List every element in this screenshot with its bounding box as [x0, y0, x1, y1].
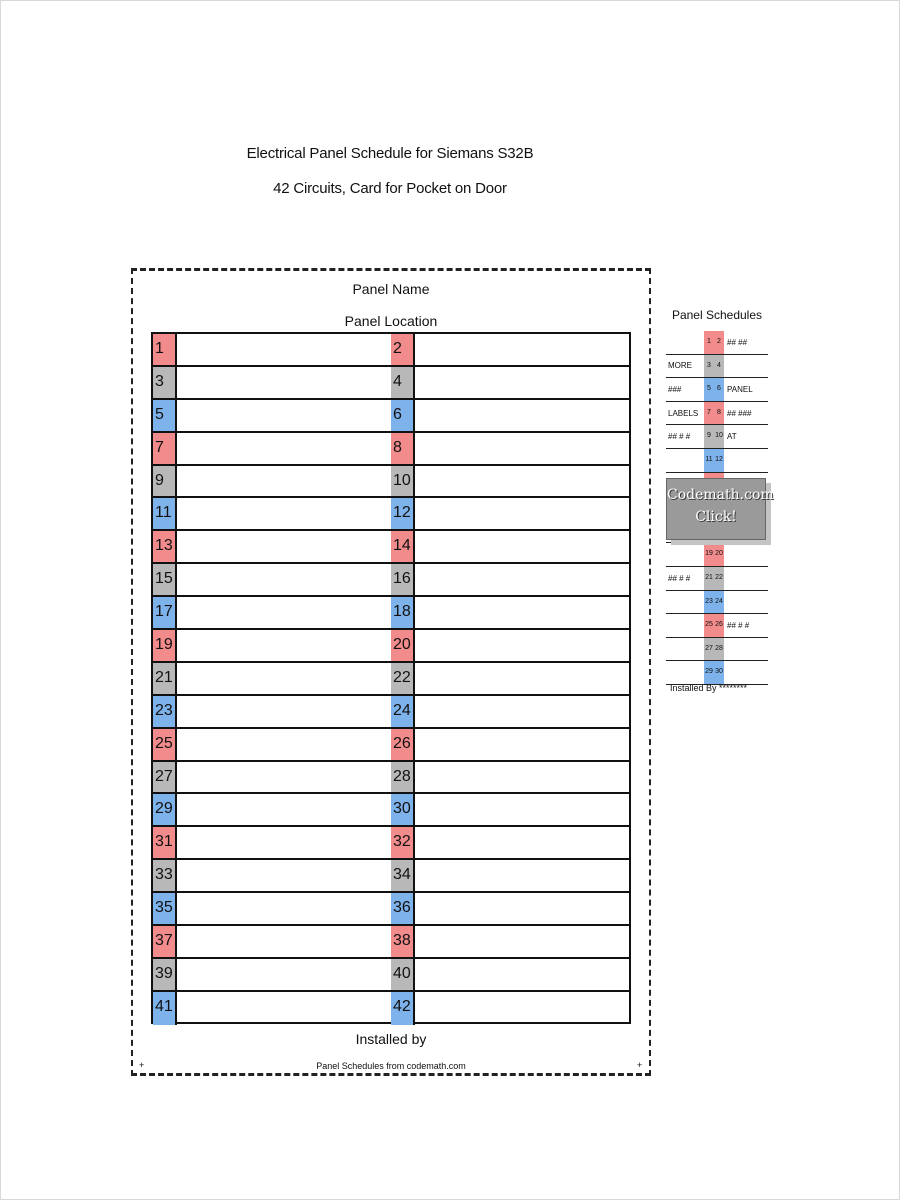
- circuit-number: 23: [153, 696, 175, 727]
- circuit-number: 42: [391, 992, 413, 1025]
- circuit-number: 7: [153, 433, 175, 464]
- sidebar-row: [666, 638, 768, 662]
- circuit-label-field[interactable]: [175, 400, 391, 431]
- circuit-number: 31: [153, 827, 175, 858]
- panel-name-label: Panel Name: [352, 281, 430, 297]
- circuit-row: [153, 663, 629, 696]
- circuit-label-field[interactable]: [413, 893, 629, 924]
- sidebar-left-label: ## # #: [668, 573, 691, 583]
- panel-schedule-card: [131, 268, 651, 1078]
- sidebar-number: 24: [714, 591, 724, 614]
- circuit-left-cell: [153, 729, 391, 760]
- sidebar-number: 23: [704, 591, 714, 614]
- circuit-number: 21: [153, 663, 175, 694]
- circuit-number: 18: [391, 597, 413, 628]
- circuit-row: [153, 959, 629, 992]
- sidebar-left-label: ###: [668, 384, 682, 394]
- circuit-label-field[interactable]: [175, 893, 391, 924]
- sidebar-row: [666, 614, 768, 638]
- circuit-label-field[interactable]: [413, 762, 629, 793]
- sidebar-number: 6: [714, 378, 724, 401]
- circuit-number: 29: [153, 794, 175, 825]
- circuit-label-field[interactable]: [175, 663, 391, 694]
- circuit-label-field[interactable]: [413, 696, 629, 727]
- circuit-left-cell: [153, 762, 391, 793]
- circuit-number: 17: [153, 597, 175, 628]
- circuit-label-field[interactable]: [413, 860, 629, 891]
- circuit-label-field[interactable]: [413, 531, 629, 562]
- circuit-number: 9: [153, 466, 175, 497]
- sidebar-row: [666, 355, 768, 379]
- circuit-left-cell: [153, 860, 391, 891]
- circuit-label-field[interactable]: [413, 729, 629, 760]
- circuit-left-cell: [153, 663, 391, 694]
- circuit-right-cell: [391, 926, 629, 957]
- sidebar-installed-by: Installed By ********: [670, 683, 748, 693]
- circuit-row: [153, 433, 629, 466]
- circuit-row: [153, 827, 629, 860]
- card-border-right: [649, 268, 651, 1076]
- circuit-right-cell: [391, 630, 629, 661]
- sidebar-row: [666, 567, 768, 591]
- circuit-row: [153, 762, 629, 795]
- circuit-right-cell: [391, 433, 629, 464]
- circuit-right-cell: [391, 860, 629, 891]
- circuit-label-field[interactable]: [413, 630, 629, 661]
- sidebar-number: 3: [704, 355, 714, 378]
- circuit-label-field[interactable]: [413, 597, 629, 628]
- sidebar-number: 1: [704, 331, 714, 354]
- circuit-left-cell: [153, 564, 391, 595]
- sidebar-right-label: ## ##: [727, 337, 748, 347]
- sidebar-right-label: ## ###: [727, 408, 752, 418]
- sidebar-row: [666, 378, 768, 402]
- sidebar-row: [666, 449, 768, 473]
- circuit-left-cell: [153, 498, 391, 529]
- circuit-number: 41: [153, 992, 175, 1025]
- sidebar-number: 5: [704, 378, 714, 401]
- codemath-link-badge[interactable]: [666, 478, 774, 550]
- circuit-number: 34: [391, 860, 413, 891]
- sidebar-right-label: PANEL: [727, 384, 753, 394]
- circuit-label-field[interactable]: [413, 794, 629, 825]
- circuit-row: [153, 860, 629, 893]
- circuit-label-field[interactable]: [175, 630, 391, 661]
- sidebar-number: 7: [704, 402, 714, 425]
- circuit-right-cell: [391, 367, 629, 398]
- sidebar-number: 4: [714, 355, 724, 378]
- sidebar-row: [666, 331, 768, 355]
- circuit-number: 35: [153, 893, 175, 924]
- circuit-right-cell: [391, 597, 629, 628]
- circuit-label-field[interactable]: [413, 926, 629, 957]
- sidebar-left-label: MORE: [668, 361, 692, 371]
- sidebar-number: 25: [704, 614, 714, 637]
- circuit-label-field[interactable]: [413, 992, 629, 1025]
- circuit-number: 33: [153, 860, 175, 891]
- circuit-right-cell: [391, 334, 629, 365]
- sidebar-number: 20: [714, 543, 724, 566]
- sidebar-number: 30: [714, 661, 724, 684]
- circuit-number: 30: [391, 794, 413, 825]
- circuit-right-cell: [391, 827, 629, 858]
- circuit-right-cell: [391, 762, 629, 793]
- circuit-right-cell: [391, 992, 629, 1025]
- circuit-number: 10: [391, 466, 413, 497]
- sidebar-number: 27: [704, 638, 714, 661]
- circuit-label-field[interactable]: [175, 794, 391, 825]
- circuit-label-field[interactable]: [175, 367, 391, 398]
- card-border-bottom: [131, 1073, 651, 1076]
- circuit-label-field[interactable]: [175, 334, 391, 365]
- circuit-right-cell: [391, 696, 629, 727]
- circuit-left-cell: [153, 400, 391, 431]
- circuit-number: 13: [153, 531, 175, 562]
- sidebar-number: 9: [704, 425, 714, 448]
- circuit-left-cell: [153, 367, 391, 398]
- circuit-row: [153, 498, 629, 531]
- corner-mark-left: +: [139, 1060, 145, 1070]
- circuit-label-field[interactable]: [175, 597, 391, 628]
- card-border-left: [131, 268, 133, 1076]
- circuit-label-field[interactable]: [413, 663, 629, 694]
- sidebar-number: 21: [704, 567, 714, 590]
- badge-line-2: Click!: [695, 509, 737, 525]
- corner-mark-right: +: [637, 1060, 643, 1070]
- circuit-row: [153, 893, 629, 926]
- circuit-left-cell: [153, 630, 391, 661]
- circuit-right-cell: [391, 729, 629, 760]
- circuit-right-cell: [391, 959, 629, 990]
- circuit-row: [153, 630, 629, 663]
- circuit-label-field[interactable]: [175, 827, 391, 858]
- circuit-row: [153, 729, 629, 762]
- circuit-label-field[interactable]: [175, 498, 391, 529]
- circuit-number: 5: [153, 400, 175, 431]
- sidebar-number: 26: [714, 614, 724, 637]
- circuit-number: 2: [391, 334, 413, 365]
- sidebar-number: 2: [714, 331, 724, 354]
- sidebar-number: 11: [704, 449, 714, 472]
- sidebar-right-label: ## # #: [727, 620, 750, 630]
- sidebar-number: 28: [714, 638, 724, 661]
- sidebar-row: [666, 402, 768, 426]
- circuit-left-cell: [153, 926, 391, 957]
- circuit-label-field[interactable]: [175, 729, 391, 760]
- circuit-right-cell: [391, 531, 629, 562]
- circuit-number: 6: [391, 400, 413, 431]
- circuit-number: 16: [391, 564, 413, 595]
- circuit-label-field[interactable]: [175, 696, 391, 727]
- circuit-row: [153, 992, 629, 1025]
- circuit-number: 36: [391, 893, 413, 924]
- circuit-label-field[interactable]: [175, 531, 391, 562]
- footer-credit: Panel Schedules from codemath.com: [316, 1061, 466, 1071]
- panel-location-label: Panel Location: [344, 313, 438, 329]
- circuit-number: 22: [391, 663, 413, 694]
- circuit-left-cell: [153, 433, 391, 464]
- circuit-number: 39: [153, 959, 175, 990]
- circuit-number: 37: [153, 926, 175, 957]
- circuit-right-cell: [391, 466, 629, 497]
- circuit-grid: [151, 332, 631, 1024]
- sidebar-number: 19: [704, 543, 714, 566]
- sidebar-left-label: LABELS: [668, 408, 699, 418]
- card-border-top: [131, 268, 651, 271]
- circuit-label-field[interactable]: [175, 926, 391, 957]
- circuit-row: [153, 597, 629, 630]
- circuit-label-field[interactable]: [413, 400, 629, 431]
- circuit-number: 27: [153, 762, 175, 793]
- circuit-left-cell: [153, 466, 391, 497]
- badge-line-1: Codemath.com: [667, 487, 774, 503]
- circuit-number: 8: [391, 433, 413, 464]
- circuit-label-field[interactable]: [175, 992, 391, 1025]
- circuit-row: [153, 400, 629, 433]
- circuit-label-field[interactable]: [175, 433, 391, 464]
- circuit-label-field[interactable]: [175, 959, 391, 990]
- circuit-left-cell: [153, 597, 391, 628]
- circuit-row: [153, 564, 629, 597]
- circuit-row: [153, 926, 629, 959]
- circuit-number: 25: [153, 729, 175, 760]
- circuit-number: 26: [391, 729, 413, 760]
- circuit-left-cell: [153, 334, 391, 365]
- circuit-left-cell: [153, 992, 391, 1025]
- circuit-row: [153, 334, 629, 367]
- circuit-right-cell: [391, 564, 629, 595]
- circuit-label-field[interactable]: [413, 334, 629, 365]
- sidebar-right-label: AT: [727, 432, 737, 442]
- circuit-label-field[interactable]: [413, 367, 629, 398]
- circuit-row: [153, 531, 629, 564]
- circuit-row: [153, 466, 629, 499]
- circuit-row: [153, 367, 629, 400]
- circuit-label-field[interactable]: [413, 433, 629, 464]
- circuit-number: 3: [153, 367, 175, 398]
- sidebar-row: [666, 661, 768, 685]
- circuit-number: 38: [391, 926, 413, 957]
- sidebar-number: 10: [714, 425, 724, 448]
- circuit-number: 32: [391, 827, 413, 858]
- circuit-left-cell: [153, 531, 391, 562]
- circuit-number: 24: [391, 696, 413, 727]
- circuit-number: 19: [153, 630, 175, 661]
- sidebar-row: [666, 591, 768, 615]
- circuit-row: [153, 696, 629, 729]
- document-title: Electrical Panel Schedule for Siemans S32B: [246, 145, 534, 162]
- circuit-number: 1: [153, 334, 175, 365]
- sidebar-number: 8: [714, 402, 724, 425]
- circuit-number: 15: [153, 564, 175, 595]
- circuit-left-cell: [153, 794, 391, 825]
- installed-by-label: Installed by: [355, 1031, 427, 1047]
- circuit-left-cell: [153, 696, 391, 727]
- circuit-label-field[interactable]: [175, 466, 391, 497]
- circuit-right-cell: [391, 400, 629, 431]
- circuit-number: 20: [391, 630, 413, 661]
- circuit-label-field[interactable]: [413, 959, 629, 990]
- sidebar-left-label: ## # #: [668, 432, 691, 442]
- circuit-row: [153, 794, 629, 827]
- circuit-number: 12: [391, 498, 413, 529]
- circuit-label-field[interactable]: [413, 827, 629, 858]
- circuit-left-cell: [153, 893, 391, 924]
- document-subtitle: 42 Circuits, Card for Pocket on Door: [273, 180, 507, 197]
- circuit-right-cell: [391, 663, 629, 694]
- sidebar-number: 22: [714, 567, 724, 590]
- circuit-label-field[interactable]: [413, 498, 629, 529]
- circuit-left-cell: [153, 959, 391, 990]
- circuit-label-field[interactable]: [413, 564, 629, 595]
- sidebar-number: 12: [714, 449, 724, 472]
- circuit-label-field[interactable]: [175, 762, 391, 793]
- circuit-number: 4: [391, 367, 413, 398]
- circuit-number: 11: [153, 498, 175, 529]
- circuit-number: 14: [391, 531, 413, 562]
- circuit-label-field[interactable]: [175, 564, 391, 595]
- sidebar-row: [666, 425, 768, 449]
- circuit-right-cell: [391, 893, 629, 924]
- circuit-label-field[interactable]: [175, 860, 391, 891]
- sidebar-title: Panel Schedules: [671, 308, 763, 322]
- circuit-number: 40: [391, 959, 413, 990]
- badge-box: [666, 478, 774, 540]
- circuit-right-cell: [391, 498, 629, 529]
- circuit-right-cell: [391, 794, 629, 825]
- circuit-left-cell: [153, 827, 391, 858]
- circuit-number: 28: [391, 762, 413, 793]
- sidebar-number: 29: [704, 661, 714, 684]
- circuit-label-field[interactable]: [413, 466, 629, 497]
